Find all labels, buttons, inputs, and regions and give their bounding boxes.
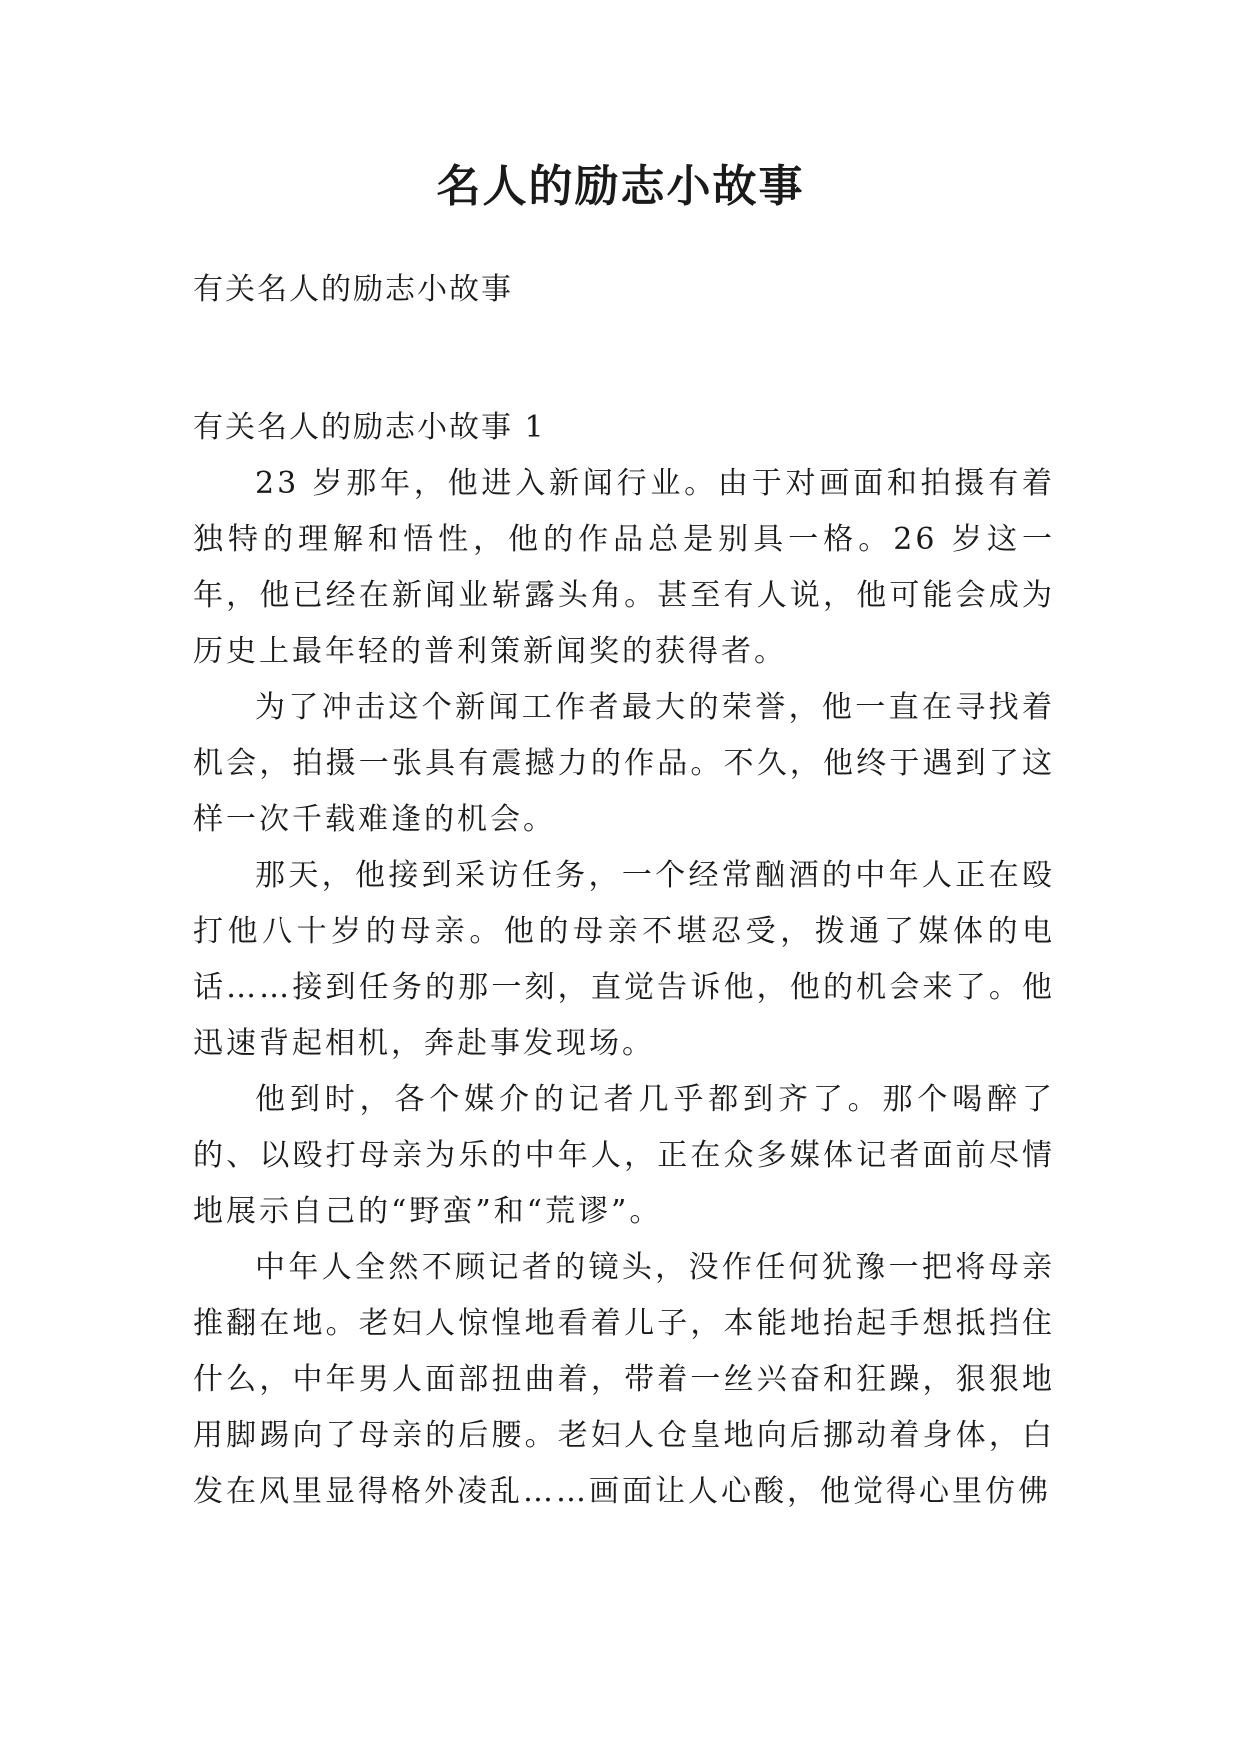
document-title: 名人的励志小故事 xyxy=(436,161,805,212)
paragraph: 中年人全然不顾记者的镜头，没作任何犹豫一把将母亲推翻在地。老妇人惊惶地看着儿子，本能地抬起手想抵挡住什么，中年男人面部扭曲着，带着一丝兴奋和狂躁，狠狠地用脚踢向了母亲的后腰。老妇人仓皇地向后挪动着身体，白发在风里显得格外凌乱……画面让人心酸，他觉得心里仿佛 xyxy=(193,1250,1055,1509)
paragraph: 他到时，各个媒介的记者几乎都到齐了。那个喝醉了的、以殴打母亲为乐的中年人，正在众多媒体记者面前尽情地展示自己的“野蛮”和“荒谬”。 xyxy=(193,1082,1055,1229)
paragraph: 那天，他接到采访任务，一个经常酗酒的中年人正在殴打他八十岁的母亲。他的母亲不堪忍受，拨通了媒体的电话……接到任务的那一刻，直觉告诉他，他的机会来了。他迅速背起相机，奔赴事发现场。 xyxy=(193,858,1055,1061)
document-body xyxy=(193,262,1055,1520)
document-subtitle: 有关名人的励志小故事 xyxy=(193,272,513,307)
section-heading: 有关名人的励志小故事 1 xyxy=(193,410,546,445)
paragraph: 23 岁那年，他进入新闻行业。由于对画面和拍摄有着独特的理解和悟性，他的作品总是别具一格。26 岁这一年，他已经在新闻业崭露头角。甚至有人说，他可能会成为历史上最年轻的普利策新闻奖的获得者。 xyxy=(193,466,1055,669)
paragraph: 为了冲击这个新闻工作者最大的荣誉，他一直在寻找着机会，拍摄一张具有震撼力的作品。不久，他终于遇到了这样一次千载难逢的机会。 xyxy=(193,690,1055,837)
